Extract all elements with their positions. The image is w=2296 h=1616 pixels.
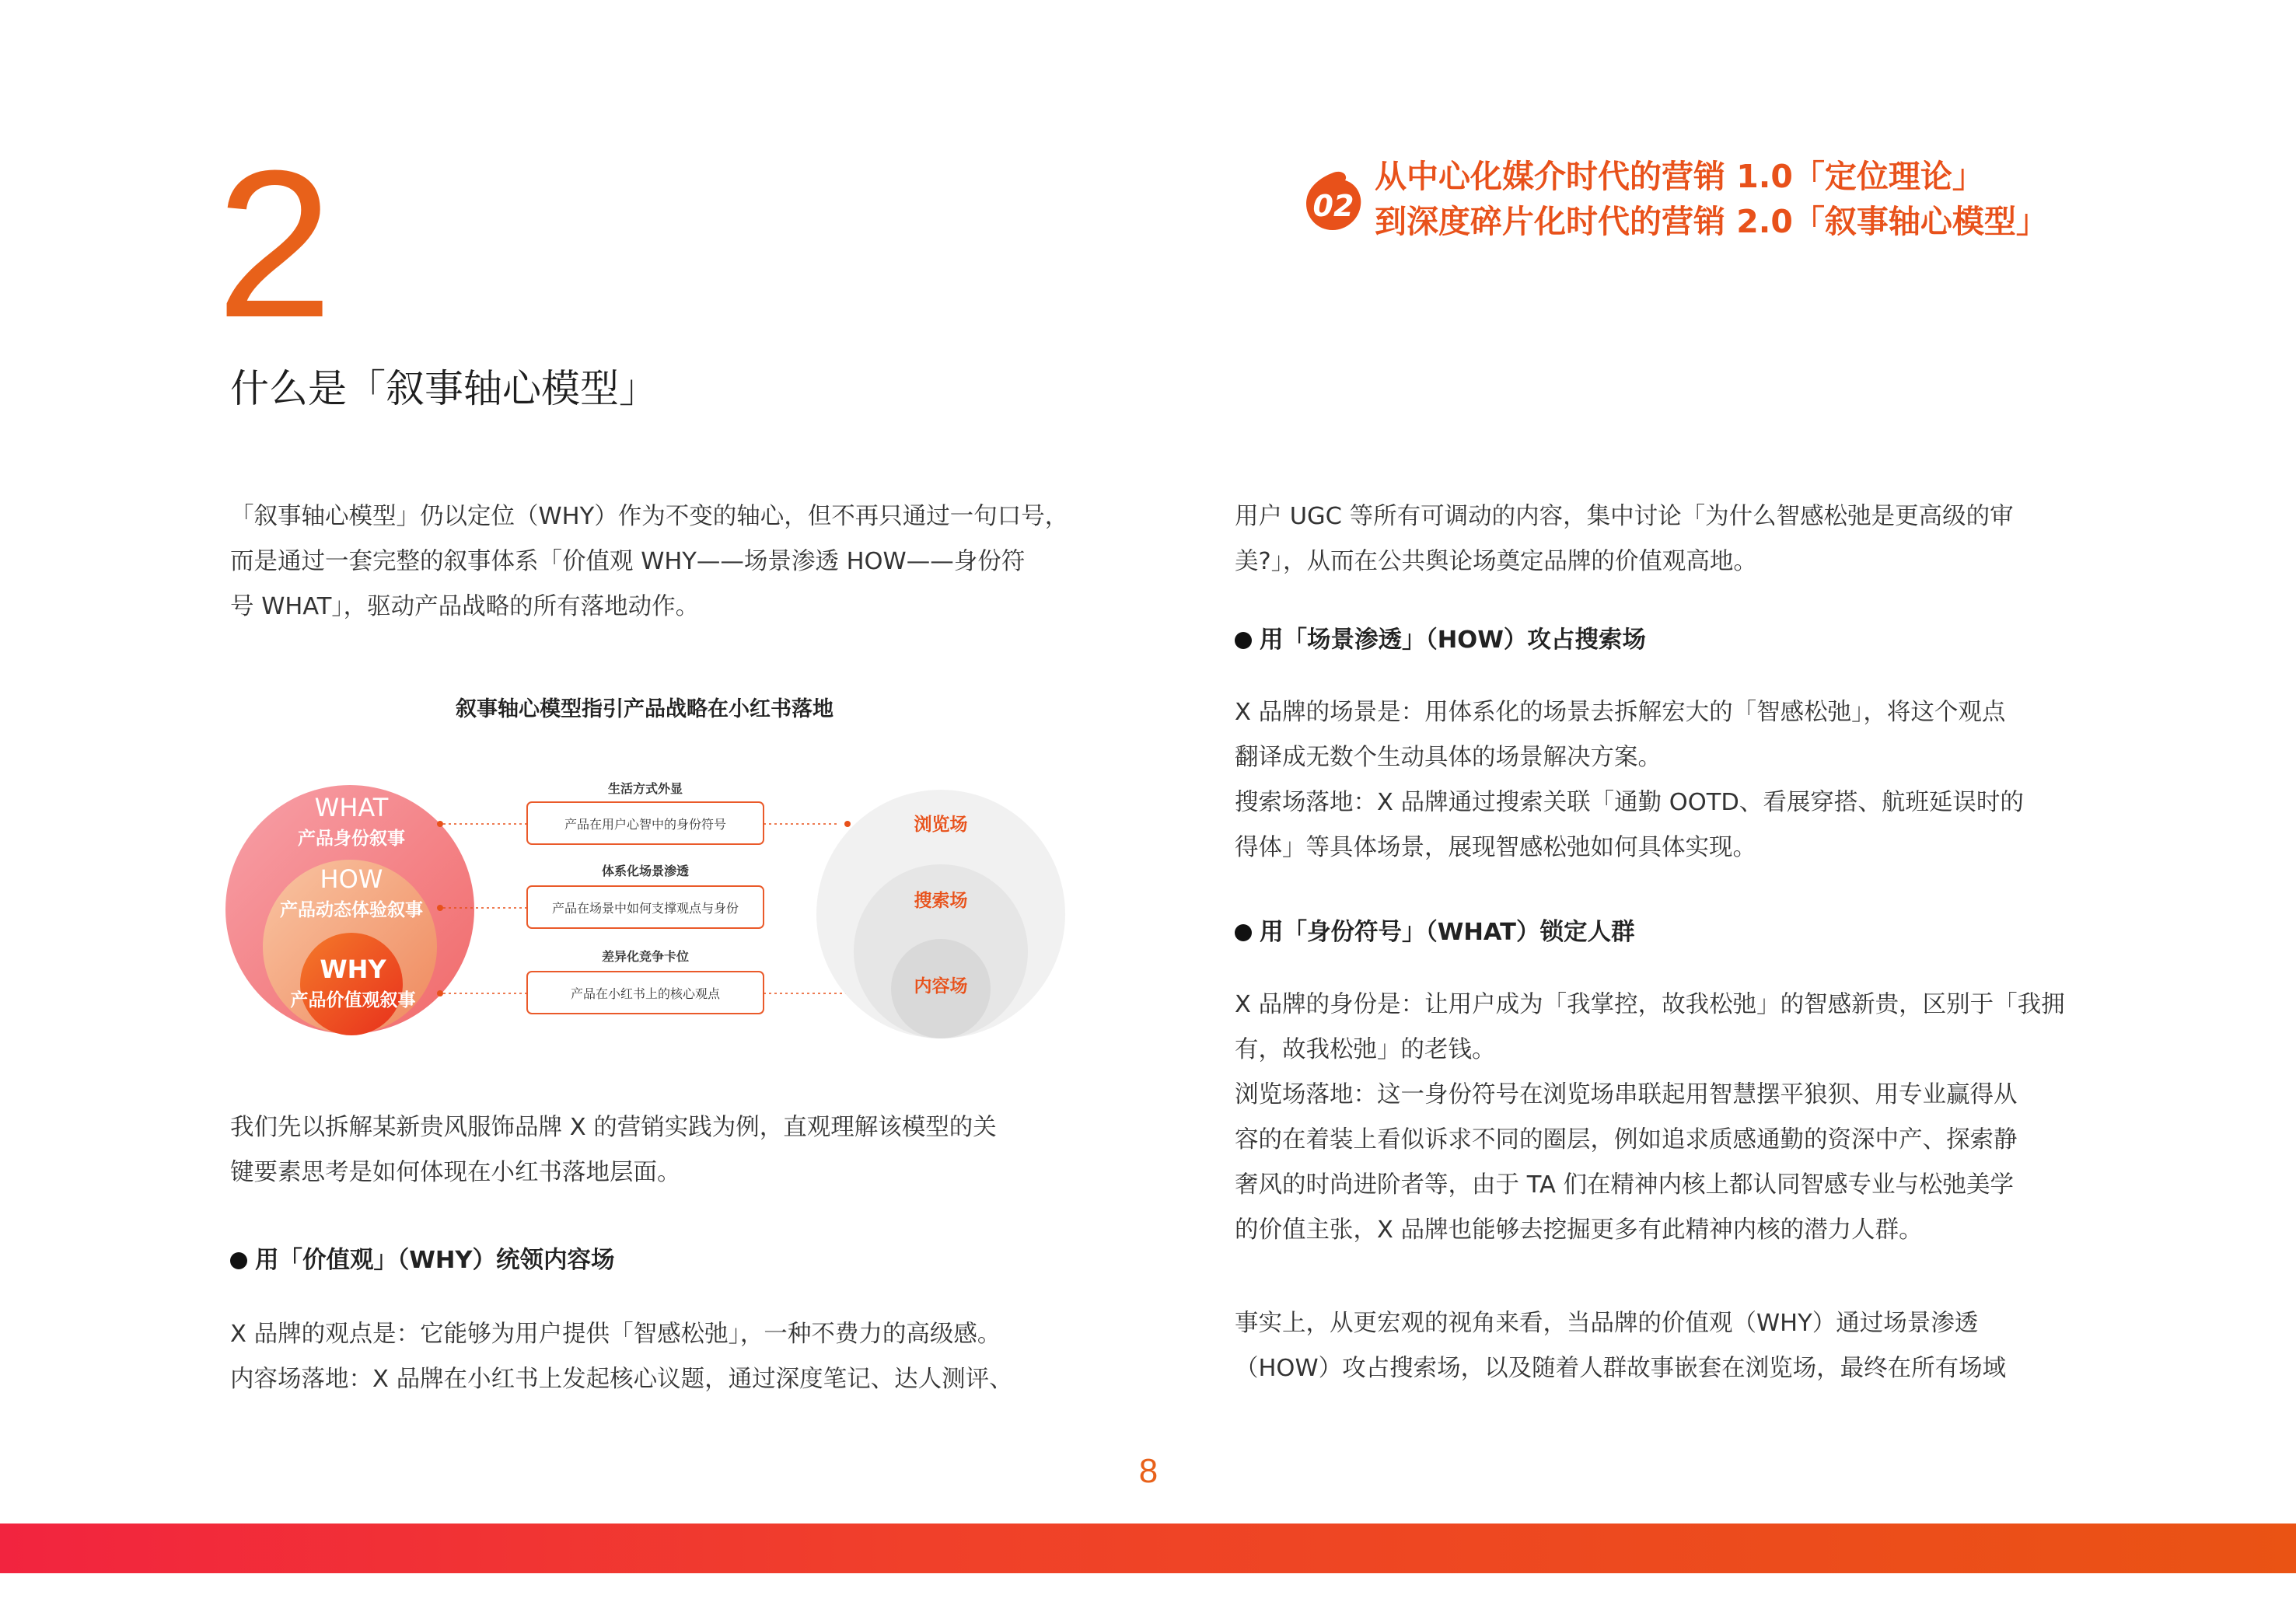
box-label: 生活方式外显 xyxy=(607,781,683,796)
why-subtitle: 产品价值观叙事 xyxy=(290,990,416,1010)
header-line-1: 从中心化媒介时代的营销 1.0「定位理论」 xyxy=(1375,158,1984,195)
bullet-dot-icon xyxy=(1235,924,1252,941)
what-line: 容的在着装上看似诉求不同的圈层，例如追求质感通勤的资深中产、探索静 xyxy=(1235,1126,2018,1154)
example-line: 键要素思考是如何体现在小红书落地层面。 xyxy=(230,1159,681,1186)
why-title: WHY xyxy=(320,955,386,984)
how-paragraph xyxy=(1235,690,2106,871)
closing-line: 事实上，从更宏观的视角来看，当品牌的价值观（WHY）通过场景渗透 xyxy=(1235,1310,1979,1337)
how-line: 搜索场落地：X 品牌通过搜索关联「通勤 OOTD、看展穿搭、航班延误时的 xyxy=(1235,789,2024,816)
what-line: 浏览场落地：这一身份符号在浏览场串联起用智慧摆平狼狈、用专业赢得从 xyxy=(1235,1081,2018,1108)
chapter-badge-icon xyxy=(1300,168,1367,235)
field-label: 搜索场 xyxy=(914,891,968,911)
box-text: 产品在用户心智中的身份符号 xyxy=(564,817,727,832)
right-top-line: 用户 UGC 等所有可调动的内容，集中讨论「为什么智感松弛是更高级的审 xyxy=(1235,503,2014,530)
why-line: 内容场落地：X 品牌在小红书上发起核心议题，通过深度笔记、达人测评、 xyxy=(230,1366,1013,1393)
page-number: 8 xyxy=(1138,1452,1158,1490)
what-paragraph xyxy=(1235,983,2106,1253)
what-title: WHAT xyxy=(314,793,389,822)
how-heading-text: 用「场景渗透」（HOW）攻占搜索场 xyxy=(1260,627,1646,654)
chapter-number: 2 xyxy=(216,127,334,361)
why-line: X 品牌的观点是：它能够为用户提供「智感松弛」，一种不费力的高级感。 xyxy=(230,1321,1001,1348)
diagram-title: 叙事轴心模型指引产品战略在小红书落地 xyxy=(456,697,833,721)
what-heading-text: 用「身份符号」（WHAT）锁定人群 xyxy=(1260,919,1635,946)
why-heading xyxy=(230,1245,615,1276)
how-title: HOW xyxy=(320,864,383,894)
right-top-line: 美?」，从而在公共舆论场奠定品牌的价值观高地。 xyxy=(1235,548,1757,575)
what-line: X 品牌的身份是：让用户成为「我掌控，故我松弛」的智感新贵，区别于「我拥 xyxy=(1235,991,2065,1018)
how-line: X 品牌的场景是：用体系化的场景去拆解宏大的「智感松弛」，将这个观点 xyxy=(1235,699,2006,726)
box-label: 体系化场景渗透 xyxy=(601,864,690,878)
intro-line: 而是通过一套完整的叙事体系「价值观 WHY——场景渗透 HOW——身份符 xyxy=(230,548,1026,575)
what-line: 奢风的时尚进阶者等，由于 TA 们在精神内核上都认同智感专业与松弛美学 xyxy=(1235,1171,2015,1199)
field-label: 内容场 xyxy=(914,976,968,996)
header-line-2: 到深度碎片化时代的营销 2.0「叙事轴心模型」 xyxy=(1375,203,2048,240)
box-text: 产品在小红书上的核心观点 xyxy=(570,986,721,1001)
what-heading xyxy=(1235,917,1634,948)
bullet-dot-icon xyxy=(1235,632,1252,649)
how-line: 翻译成无数个生动具体的场景解决方案。 xyxy=(1235,744,1662,771)
how-subtitle: 产品动态体验叙事 xyxy=(280,900,423,920)
example-paragraph xyxy=(230,1105,1101,1195)
bullet-dot-icon xyxy=(230,1252,247,1269)
why-heading-text: 用「价值观」（WHY）统领内容场 xyxy=(255,1247,615,1274)
footer-bar xyxy=(0,1524,2296,1573)
field-label: 浏览场 xyxy=(914,815,968,835)
how-heading xyxy=(1235,625,1646,656)
why-ring xyxy=(300,933,403,1035)
intro-paragraph xyxy=(230,494,1101,630)
section-title: 什么是「叙事轴心模型」 xyxy=(230,366,658,411)
narrative-axis-diagram xyxy=(225,770,1073,1057)
intro-line: 号 WHAT」，驱动产品战略的所有落地动作。 xyxy=(230,593,700,620)
what-line: 的价值主张，X 品牌也能够去挖掘更多有此精神内核的潜力人群。 xyxy=(1235,1216,1923,1244)
what-subtitle: 产品身份叙事 xyxy=(298,829,405,849)
what-line: 有，故我松弛」的老钱。 xyxy=(1235,1036,1496,1063)
example-line: 我们先以拆解某新贵风服饰品牌 X 的营销实践为例，直观理解该模型的关 xyxy=(230,1114,997,1141)
right-top-paragraph xyxy=(1235,494,2106,585)
intro-line: 「叙事轴心模型」仍以定位（WHY）作为不变的轴心，但不再只通过一句口号， xyxy=(230,503,1069,530)
box-text: 产品在场景中如何支撑观点与身份 xyxy=(551,901,739,916)
closing-line: （HOW）攻占搜索场，以及随着人群故事嵌套在浏览场，最终在所有场域 xyxy=(1235,1355,2007,1382)
box-label: 差异化竞争卡位 xyxy=(601,949,690,964)
closing-paragraph xyxy=(1235,1301,2106,1391)
how-line: 得体」等具体场景，展现智感松弛如何具体实现。 xyxy=(1235,834,1756,861)
chapter-badge-text: 02 xyxy=(1312,189,1354,223)
why-paragraph xyxy=(230,1312,1101,1402)
chapter-header xyxy=(1300,154,2048,244)
